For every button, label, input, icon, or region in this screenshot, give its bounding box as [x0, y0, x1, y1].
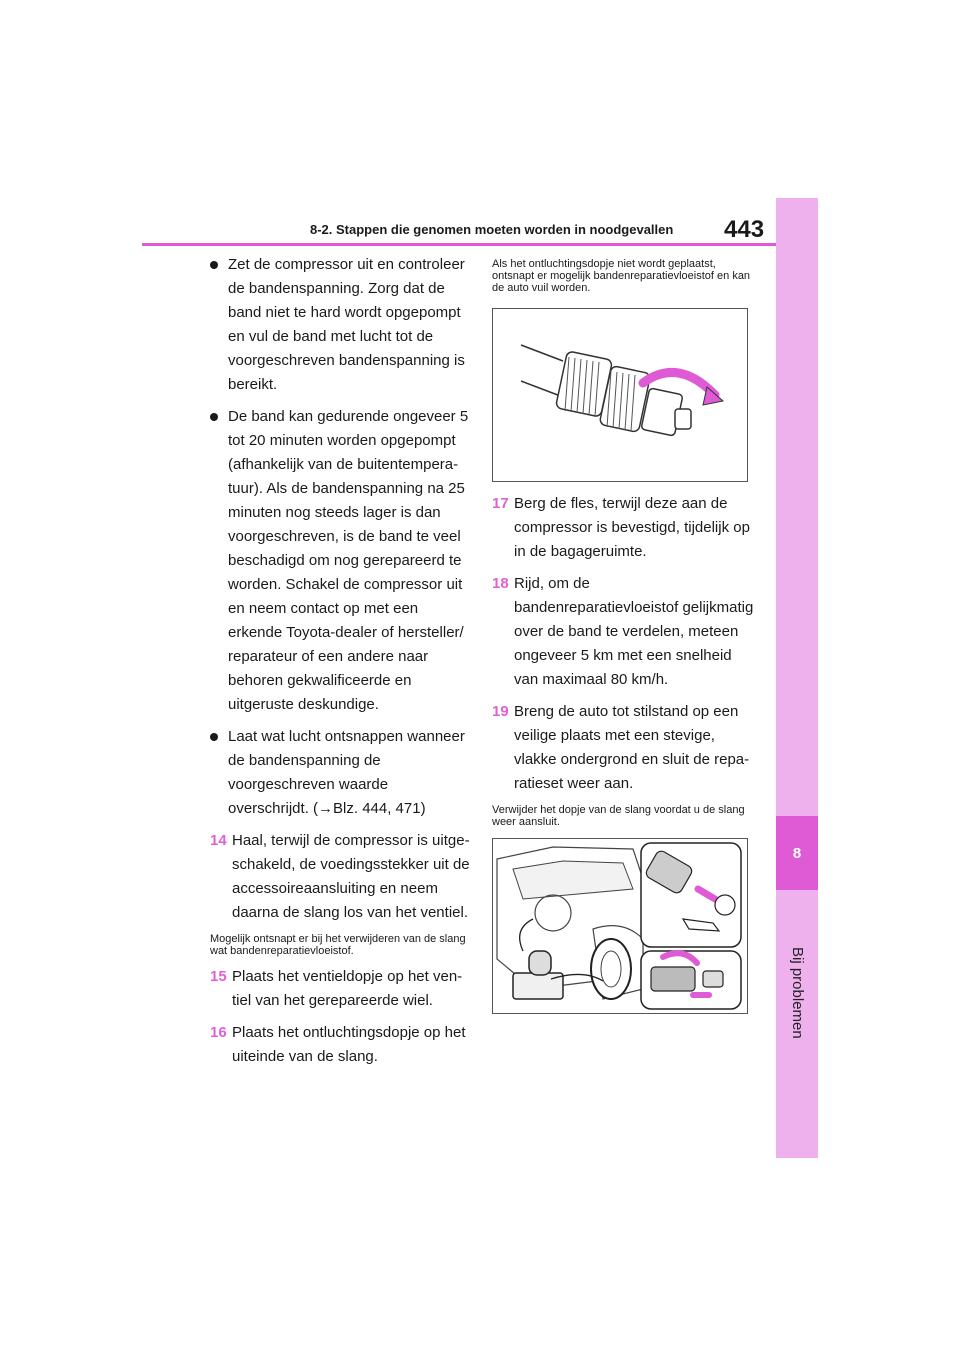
right-column [492, 256, 754, 1014]
chapter-side-tab [776, 198, 818, 1158]
step-16 [210, 1021, 470, 1069]
note-text: Als het ontluchtingsdopje niet wordt geplaatst, ontsnapt er mogelijk bandenreparatievloeistof en kan de auto vuil worden. [492, 258, 751, 294]
step-text: Breng de auto tot stilstand op een veilige plaats met een stevige, vlakke ondergrond en sluit de reparatieset weer aan. [514, 703, 750, 792]
step-number: 16 [210, 1024, 227, 1041]
step-14 [210, 829, 470, 925]
bullet-text: Zet de compressor uit en controleer de bandenspanning. Zorg dat de band niet te hard wordt opgepompt en vul de band met lucht tot de voorgeschreven bandenspanning is bereikt. [228, 256, 465, 393]
step-number: 15 [210, 968, 227, 985]
hose-cap-illustration [492, 308, 748, 482]
step-18 [492, 572, 754, 692]
bullet-item [210, 253, 470, 397]
step-17 [492, 492, 754, 564]
step-number: 14 [210, 832, 227, 849]
step-text: Haal, terwijl de compressor is uitgeschakeld, de voedingsstekker uit de accessoireaansluiting en neem daarna de slang los van het ventiel. [232, 832, 470, 921]
bullet-dot-icon [210, 261, 218, 269]
bullet-text: Laat wat lucht ontsnappen wanneer de bandenspanning de voorgeschreven waarde overschrijdt. (→Blz. 444, 471) [228, 728, 465, 817]
page-number: 443 [724, 216, 765, 243]
reconnect-illustration [492, 838, 748, 1014]
header-divider [142, 243, 776, 246]
step-number: 17 [492, 495, 509, 512]
step-text: Plaats het ventieldopje op het ventiel van het gerepareerde wiel. [232, 968, 463, 1009]
bullet-dot-icon [210, 733, 218, 741]
bullet-item [210, 405, 470, 717]
chapter-number: 8 [776, 816, 818, 890]
bullet-dot-icon [210, 413, 218, 421]
step-number: 19 [492, 703, 509, 720]
step-text: Plaats het ontluchtingsdopje op het uiteinde van de slang. [232, 1024, 466, 1065]
step-text: Rijd, om de bandenreparatievloeistof gelijkmatig over de band te verdelen, meteen ongeveer 5 km met een snelheid van maximaal 80 km/h. [514, 575, 754, 688]
note-text: Mogelijk ontsnapt er bij het verwijderen van de slang wat bandenreparatievloeistof. [210, 933, 466, 957]
step-number: 18 [492, 575, 509, 592]
hose-cap-drawing [493, 309, 747, 481]
step-19 [492, 700, 754, 796]
car-compressor-drawing [493, 839, 747, 1013]
section-title: 8-2. Stappen die genomen moeten worden in noodgevallen [310, 222, 674, 237]
chapter-label: Bij problemen [789, 947, 806, 1039]
step-15 [210, 965, 470, 1013]
step-text: Berg de fles, terwijl deze aan de compressor is bevestigd, tijdelijk op in de bagageruimte. [514, 495, 750, 560]
bullet-text: De band kan gedurende ongeveer 5 tot 20 minuten worden opgepompt (afhankelijk van de buitentemperatuur). Als de bandenspanning na 25 minuten nog steeds lager is dan voorgeschreven, is de band te veel beschadigd om nog gerepareerd te worden. Schakel de compressor uit en neem contact op met een erkende Toyota-dealer of hersteller/ reparateur of een andere naar behoren gekwalificeerde en uitgeruste deskundige. [228, 408, 469, 713]
left-column [210, 253, 470, 1077]
bullet-item [210, 725, 470, 821]
note-text: Verwijder het dopje van de slang voordat u de slang weer aansluit. [492, 804, 745, 828]
